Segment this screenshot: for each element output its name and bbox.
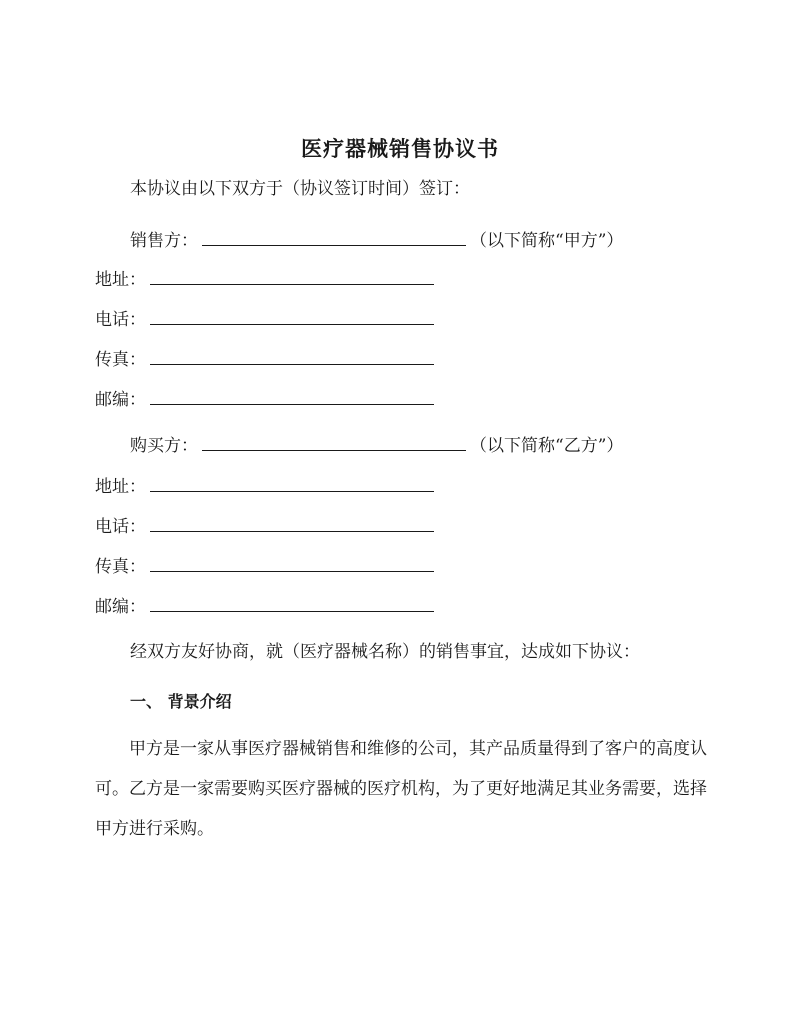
seller-name-blank[interactable] bbox=[202, 227, 466, 246]
buyer-address-row bbox=[95, 473, 438, 499]
seller-fax-row bbox=[95, 346, 438, 372]
buyer-postcode-row bbox=[95, 593, 438, 619]
seller-phone-label: 电话： bbox=[95, 310, 146, 330]
seller-address-label: 地址： bbox=[95, 270, 146, 290]
seller-label: 销售方： bbox=[130, 231, 198, 251]
buyer-address-label: 地址： bbox=[95, 477, 146, 497]
buyer-fax-blank[interactable] bbox=[150, 553, 434, 572]
buyer-label: 购买方： bbox=[130, 436, 198, 456]
document-title: 医疗器械销售协议书 bbox=[301, 137, 499, 161]
seller-phone-blank[interactable] bbox=[150, 306, 434, 325]
intro-line: 本协议由以下双方于（协议签订时间）签订： bbox=[130, 179, 470, 199]
buyer-suffix: （以下简称“乙方”） bbox=[470, 436, 624, 456]
buyer-name-blank[interactable] bbox=[202, 432, 466, 451]
section-paragraph: 甲方是一家从事医疗器械销售和维修的公司，其产品质量得到了客户的高度认可。乙方是一家需要购买医疗器械的医疗机构，为了更好地满足其业务需要，选择甲方进行采购。 bbox=[95, 739, 707, 839]
seller-address-row bbox=[95, 266, 438, 292]
buyer-address-blank[interactable] bbox=[150, 473, 434, 492]
buyer-postcode-label: 邮编： bbox=[95, 597, 146, 617]
buyer-phone-label: 电话： bbox=[95, 517, 146, 537]
seller-postcode-row bbox=[95, 386, 438, 412]
seller-postcode-label: 邮编： bbox=[95, 390, 146, 410]
seller-fax-label: 传真： bbox=[95, 350, 146, 370]
seller-suffix: （以下简称“甲方”） bbox=[470, 231, 624, 251]
section-heading: 一、 背景介绍 bbox=[130, 692, 232, 711]
seller-fax-blank[interactable] bbox=[150, 346, 434, 365]
buyer-phone-row bbox=[95, 513, 438, 539]
buyer-phone-blank[interactable] bbox=[150, 513, 434, 532]
buyer-fax-label: 传真： bbox=[95, 557, 146, 577]
buyer-postcode-blank[interactable] bbox=[150, 593, 434, 612]
seller-phone-row bbox=[95, 306, 438, 332]
seller-postcode-blank[interactable] bbox=[150, 386, 434, 405]
agreement-line: 经双方友好协商，就（医疗器械名称）的销售事宜，达成如下协议： bbox=[130, 642, 640, 662]
buyer-fax-row bbox=[95, 553, 438, 579]
seller-row bbox=[130, 227, 623, 253]
seller-address-blank[interactable] bbox=[150, 266, 434, 285]
buyer-row bbox=[130, 432, 623, 458]
